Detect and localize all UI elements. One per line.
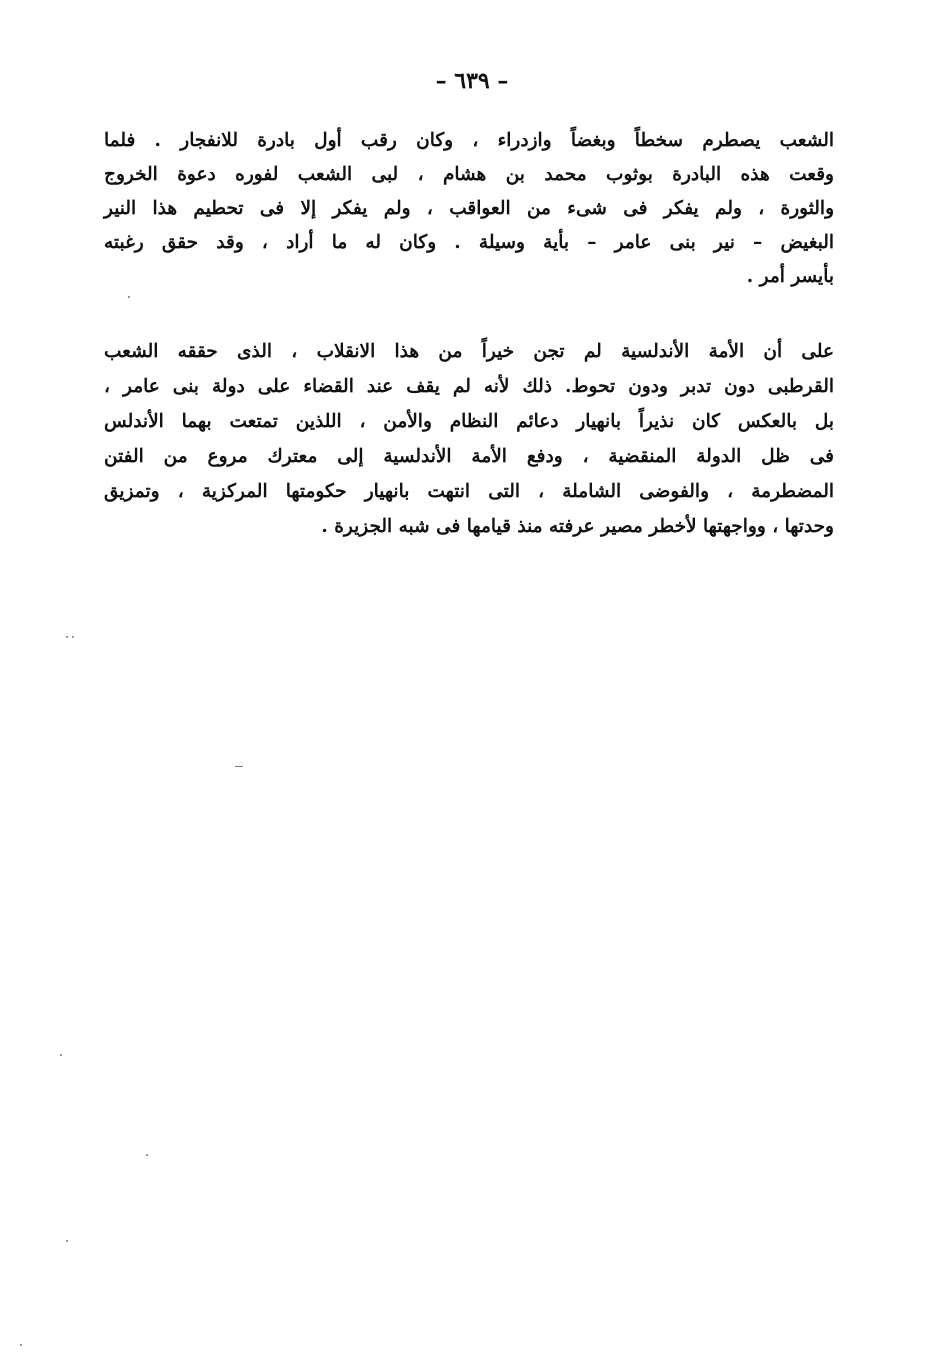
- page-number: – ٦٣٩ –: [435, 68, 509, 94]
- paragraph-line: بل بالعكس كان نذيراً بانهيار دعائم النظام والأمن ، اللذين تمتعت بهما الأندلس: [104, 411, 834, 432]
- paragraph-line: فى ظل الدولة المنقضية ، ودفع الأمة الأندلسية إلى معترك مروع من الفتن: [104, 446, 834, 467]
- paragraph-line: وحدتها ، وواجهتها لأخطر مصير عرفته منذ قيامها فى شبه الجزيرة .: [321, 516, 834, 537]
- scan-speck: [66, 1240, 68, 1242]
- paragraph-line: البغيض – نير بنى عامر – بأية وسيلة . وكان له ما أراد ، وقد حقق رغبته: [104, 232, 834, 253]
- paragraph-1: [104, 124, 834, 294]
- paragraph-line: بأيسر أمر .: [746, 266, 834, 287]
- paragraph-line: القرطبى دون تدبر ودون تحوط. ذلك لأنه لم يقف عند القضاء على دولة بنى عامر ،: [104, 376, 834, 397]
- scan-speck: [60, 1054, 62, 1056]
- scan-speck: [66, 636, 68, 638]
- paragraph-line: على أن الأمة الأندلسية لم تجن خيراً من هذا الانقلاب ، الذى حققه الشعب: [104, 341, 834, 362]
- scan-speck: [235, 766, 243, 767]
- paragraph-line: وقعت هذه البادرة بوثوب محمد بن هشام ، لبى الشعب لفوره دعوة الخروج: [104, 164, 834, 185]
- scan-speck: [128, 296, 130, 298]
- paragraph-line: والثورة ، ولم يفكر فى شىء من العواقب ، ولم يفكر إلا فى تحطيم هذا النير: [104, 198, 834, 219]
- paragraph-2: [104, 334, 834, 544]
- paragraph-line: الشعب يصطرم سخطاً وبغضاً وازدراء ، وكان رقب أول بادرة للانفجار . فلما: [104, 130, 834, 151]
- scan-speck: [146, 1154, 148, 1156]
- scan-speck: [20, 1344, 22, 1346]
- scan-speck: [72, 636, 74, 638]
- paragraph-line: المضطرمة ، والفوضى الشاملة ، التى انتهت بانهيار حكومتها المركزية ، وتمزيق: [104, 481, 834, 502]
